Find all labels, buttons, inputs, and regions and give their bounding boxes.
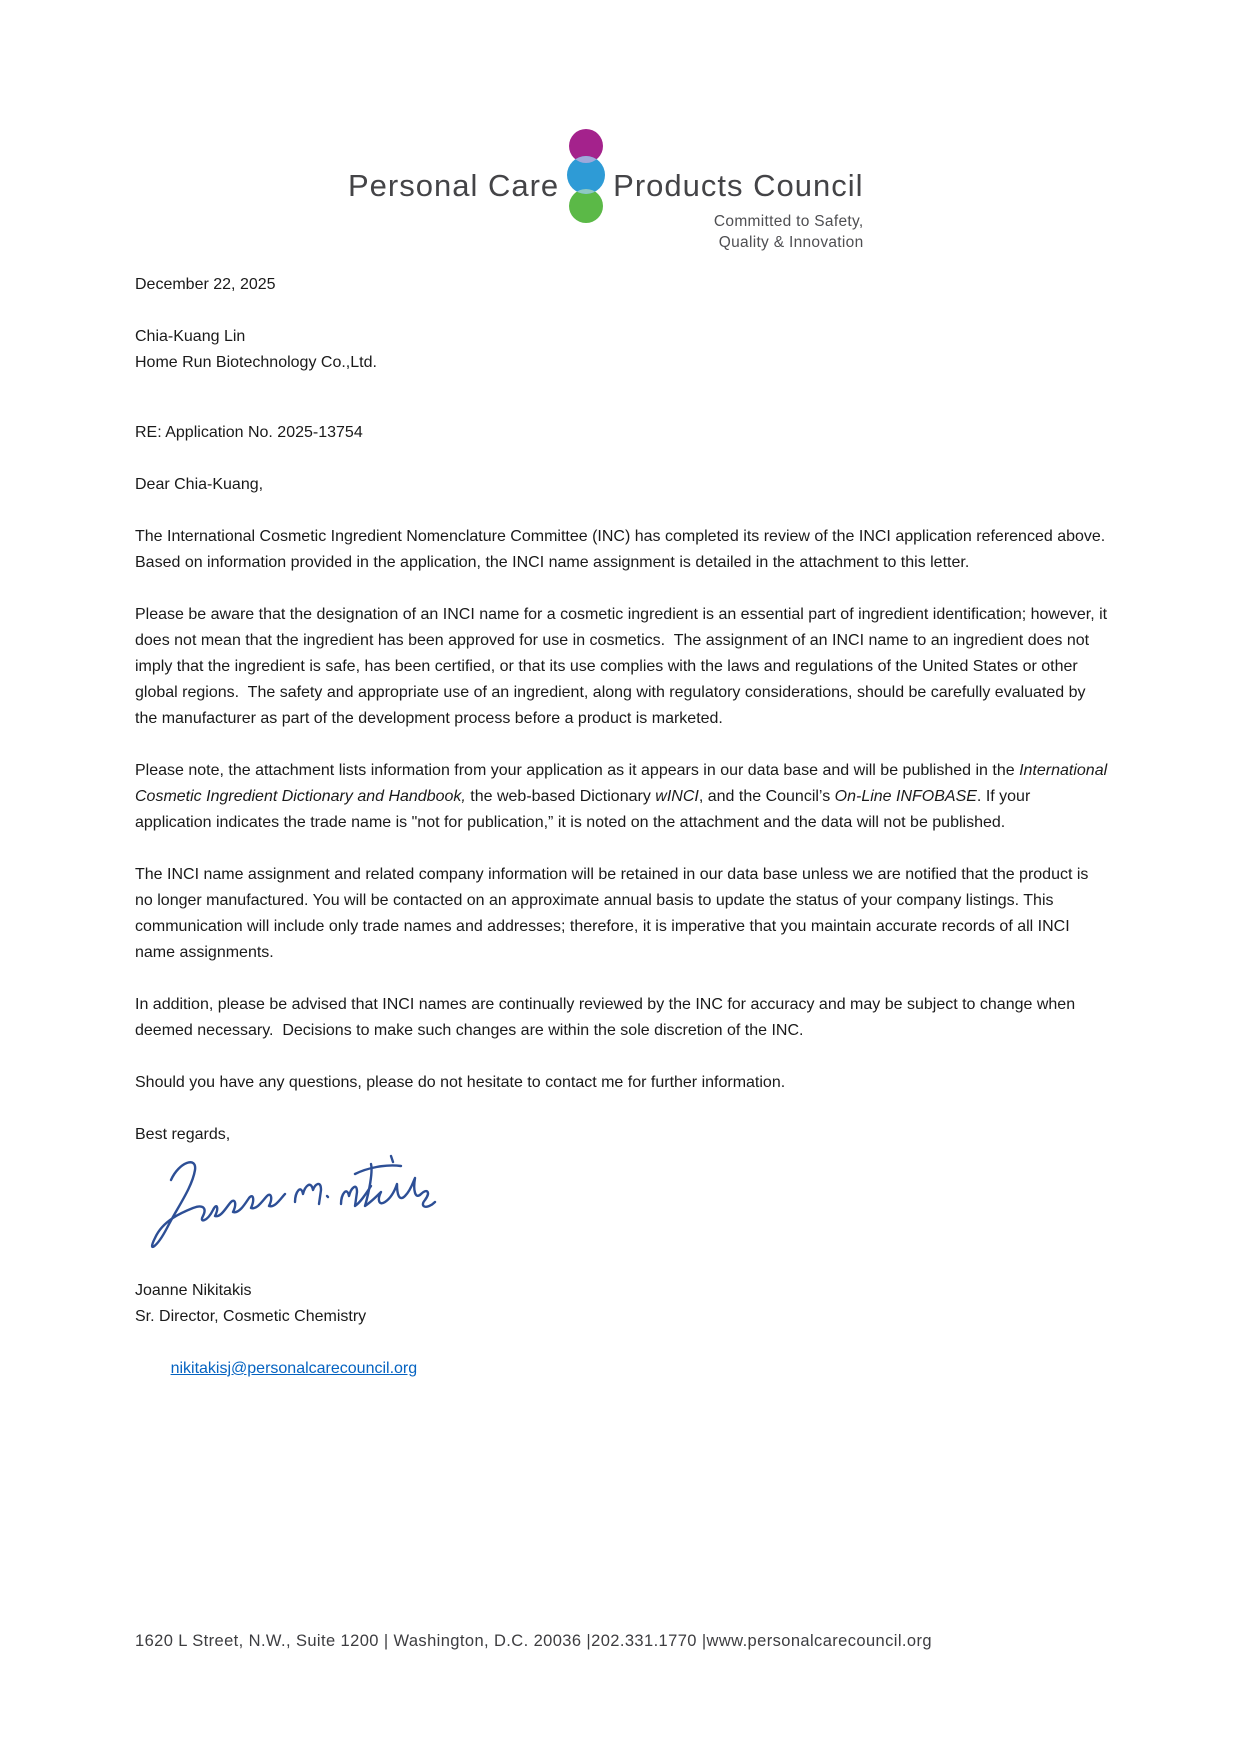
italic-run: International Cosmetic Ingredient Dictionary and Handbook,	[135, 762, 1112, 805]
text-run: In addition, please be advised that INCI names are continually reviewed by the INC for accuracy and may be subject to change when deemed necessary. Decisions to make such changes are within the sole discretion of the INC.	[135, 996, 1080, 1039]
letter-paragraph-3	[135, 758, 1110, 836]
subject-line: RE: Application No. 2025-13754	[135, 424, 363, 441]
recipient-name: Chia-Kuang Lin	[135, 328, 246, 345]
signature-strokes	[152, 1156, 435, 1247]
salutation: Dear Chia-Kuang,	[135, 476, 264, 493]
text-run: the web-based Dictionary	[465, 788, 656, 805]
text-run: The INCI name assignment and related company information will be retained in our data base unless we are notified that the product is no longer manufactured. You will be contacted on an approximate annual basis to update the status of your company listings. This communication will include only trade names and addresses; therefore, it is imperative that you maintain accurate records of all INCI name assignments.	[135, 866, 1093, 961]
letter-paragraph-2	[135, 602, 1110, 732]
letter-paragraph-5	[135, 992, 1110, 1044]
signature-area	[135, 1152, 1110, 1270]
letter-body	[135, 272, 1119, 1408]
signature-image	[149, 1146, 439, 1266]
letter-paragraph-1	[135, 524, 1119, 576]
letter-date: December 22, 2025	[135, 276, 276, 293]
recipient-block	[135, 324, 1110, 376]
italic-run: wINCI	[655, 788, 699, 805]
text-run: The International Cosmetic Ingredient Nomenclature Committee (INC) has completed its review of the INCI application referenced above. Based on information provided in the application, the INCI name assignment is detailed in the attachment to this letter.	[135, 528, 1119, 571]
text-run: . If your application indicates the trade name is "not for publication,” it is noted on the attachment and the data will not be published.	[135, 788, 1035, 831]
text-run: Please note, the attachment lists information from your application as it appears in our data base and will be published in the	[135, 762, 1020, 779]
text-run: Please be aware that the designation of an INCI name for a cosmetic ingredient is an essential part of ingredient identification; however, it does not mean that the ingredient has been approved for use in cosmetics. The assignment of an INCI name to an ingredient does not imply that the ingredient is safe, has been certified, or that its use complies with the laws and regulations of the United States or other global regions. The safety and appropriate use of an ingredient, along with regulatory considerations, should be carefully evaluated by the manufacturer as part of the development process before a product is marketed.	[135, 606, 1112, 727]
text-run: Should you have any questions, please do not hesitate to contact me for further information.	[135, 1074, 786, 1091]
logo-tagline-line1: Committed to Safety,	[713, 213, 864, 230]
signer-block	[135, 1278, 1110, 1408]
text-run: , and the Council’s	[698, 788, 835, 805]
logo-text-personal-care: Personal Care	[348, 168, 560, 203]
pcpc-logo	[348, 128, 864, 253]
signer-title: Sr. Director, Cosmetic Chemistry	[135, 1308, 367, 1325]
logo-circles-icon	[563, 128, 609, 234]
logo-tagline-line2: Quality & Innovation	[718, 234, 864, 251]
letter-paragraphs	[135, 524, 1119, 1096]
signer-email-link[interactable]: nikitakisj@personalcarecouncil.org	[170, 1360, 418, 1377]
logo-text-products-council: Products Council	[613, 168, 864, 203]
letter-paragraph-6	[135, 1070, 1110, 1096]
recipient-company: Home Run Biotechnology Co.,Ltd.	[135, 354, 377, 371]
italic-run: On-Line INFOBASE	[834, 788, 977, 805]
logo-circle-green	[569, 189, 603, 223]
letter-paragraph-4	[135, 862, 1110, 966]
logo-tagline	[714, 211, 864, 253]
closing: Best regards,	[135, 1126, 231, 1143]
footer-address: 1620 L Street, N.W., Suite 1200 | Washington, D.C. 20036 |202.331.1770 |www.personalcarecouncil.org	[135, 1632, 932, 1650]
signer-name: Joanne Nikitakis	[135, 1282, 252, 1299]
